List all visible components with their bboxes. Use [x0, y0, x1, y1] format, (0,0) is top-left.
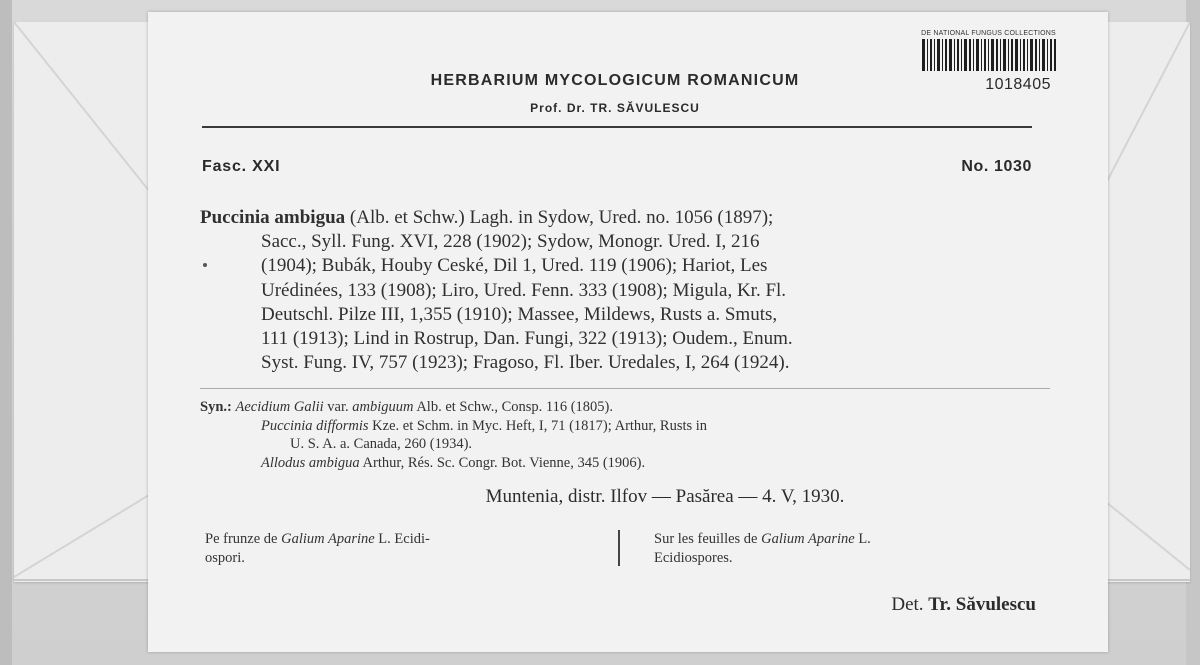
host-ro-line	[205, 530, 605, 549]
barcode-icon	[922, 39, 1056, 71]
host-fr-line	[654, 530, 1054, 549]
reference-line: Syst. Fung. IV, 757 (1923); Fragoso, Fl. Iber. Uredales, I, 264 (1924).	[261, 352, 790, 374]
specimen-number: No. 1030	[961, 158, 1032, 175]
reference-line: Deutschl. Pilze III, 1,355 (1910); Massee, Mildews, Rusts a. Smuts,	[261, 303, 778, 325]
reference-line: Urédinées, 133 (1908); Liro, Ured. Fenn. 333 (1908); Migula, Kr. Fl.	[261, 279, 787, 301]
synonyms-block	[200, 398, 1050, 472]
synonyms-label: Syn.:	[200, 399, 232, 415]
species-name: Puccinia ambigua	[200, 207, 346, 228]
barcode-header: DE NATIONAL FUNGUS COLLECTIONS	[921, 30, 1056, 37]
host-fr-line2: Ecidiospores.	[654, 550, 733, 566]
host-ro-line2: ospori.	[205, 550, 245, 566]
column-divider	[618, 530, 620, 566]
reference-line: 111 (1913); Lind in Rostrup, Dan. Fungi, 322 (1913); Oudem., Enum.	[261, 328, 793, 350]
reference-line: Sacc., Syll. Fung. XVI, 228 (1902); Sydow, Monogr. Ured. I, 216	[261, 231, 760, 253]
determiner	[891, 594, 1036, 616]
synonym-name: Allodus ambigua	[261, 454, 360, 471]
fascicle-number: Fasc. XXI	[202, 158, 281, 175]
host-romanian	[205, 530, 605, 568]
reference-text: (Alb. et Schw.) Lagh. in Sydow, Ured. no. 1056 (1897);	[349, 207, 774, 228]
synonym-line	[200, 417, 1050, 436]
host-ro-species: Galium Aparine	[281, 531, 375, 547]
synonym-citation: Arthur, Rés. Sc. Congr. Bot. Vienne, 345 (1906).	[362, 454, 646, 471]
determiner-name: Tr. Săvulescu	[928, 594, 1036, 615]
synonym-line	[200, 454, 1050, 473]
synonym-citation: Kze. et Schm. in Myc. Heft, I, 71 (1817); Arthur, Rusts in	[372, 417, 708, 434]
synonym-name: Puccinia difformis	[261, 417, 369, 434]
synonym-citation: Alb. et Schw., Consp. 116 (1805).	[416, 399, 614, 415]
synonym-epithet: ambiguum	[352, 399, 414, 415]
locality-text: Muntenia, distr. Ilfov — Pasărea — 4. V, 1930.	[485, 486, 845, 507]
synonym-line	[200, 398, 1050, 417]
barcode-number: 1018405	[985, 76, 1051, 93]
host-fr-species: Galium Aparine	[761, 531, 855, 547]
host-fr-prefix: Sur les feuilles de	[654, 531, 758, 547]
section-rule	[200, 388, 1050, 389]
references-block	[200, 206, 1050, 375]
label-subtitle: Prof. Dr. TR. SĂVULESCU	[530, 101, 700, 115]
synonym-line: U. S. A. a. Canada, 260 (1934).	[290, 436, 473, 452]
reference-line: (1904); Bubák, Houby Ceské, Dil 1, Ured. 119 (1906); Hariot, Les	[261, 255, 768, 277]
collection-locality	[200, 486, 1050, 508]
host-ro-prefix: Pe frunze de	[205, 531, 278, 547]
host-fr-suffix: L.	[858, 531, 871, 547]
reference-line	[200, 206, 1050, 230]
determiner-prefix: Det.	[891, 594, 924, 615]
host-ro-suffix: L. Ecidi-	[378, 531, 430, 547]
title-rule	[202, 126, 1032, 128]
synonym-name: Aecidium Galii	[235, 399, 324, 415]
barcode-sticker	[916, 30, 1061, 100]
label-title: HERBARIUM MYCOLOGICUM ROMANICUM	[430, 72, 800, 89]
host-french	[654, 530, 1054, 568]
synonym-rank: var.	[327, 399, 349, 415]
sheet-left-edge	[0, 0, 12, 665]
